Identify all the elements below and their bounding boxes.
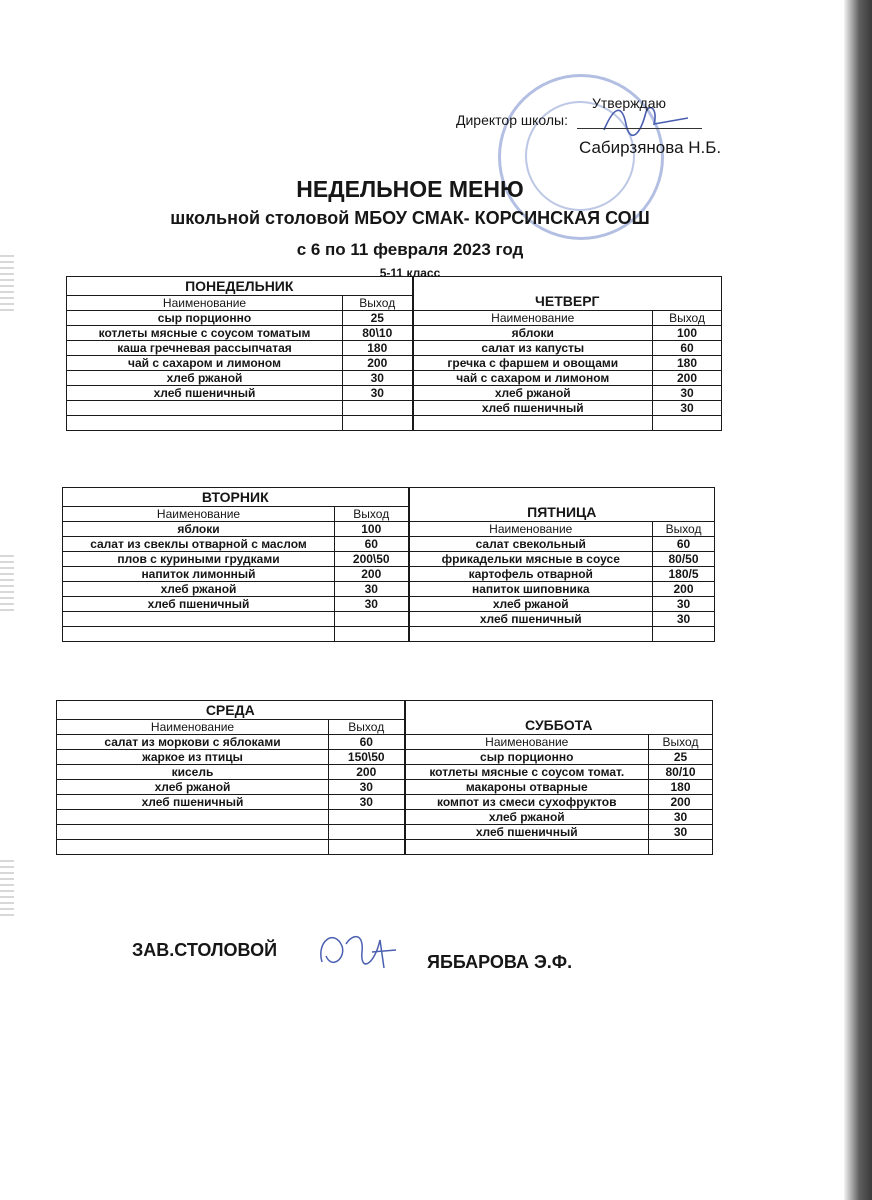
footer-name: ЯББАРОВА Э.Ф. bbox=[427, 952, 573, 972]
empty-cell bbox=[405, 840, 649, 855]
col-name-header: Наименование bbox=[405, 735, 649, 750]
dish-yield: 30 bbox=[649, 825, 713, 840]
col-yield-header: Выход bbox=[343, 296, 413, 311]
dish-name: салат из капусты bbox=[413, 341, 653, 356]
dish-yield: 30 bbox=[343, 371, 413, 386]
dish-name: яблоки bbox=[63, 522, 335, 537]
dish-yield: 30 bbox=[343, 386, 413, 401]
menu-block-wed-sat bbox=[56, 700, 713, 855]
dish-name: котлеты мясные с соусом томатым bbox=[67, 326, 343, 341]
dish-yield: 200 bbox=[653, 582, 715, 597]
col-yield-header: Выход bbox=[649, 735, 713, 750]
dish-name: салат из моркови с яблоками bbox=[57, 735, 329, 750]
dish-name: хлеб ржаной bbox=[409, 597, 653, 612]
signature-line bbox=[577, 128, 702, 129]
empty-cell bbox=[329, 840, 405, 855]
dish-name: хлеб ржаной bbox=[57, 780, 329, 795]
empty-cell bbox=[63, 627, 335, 642]
empty-cell bbox=[653, 416, 722, 431]
dish-name: хлеб пшеничный bbox=[405, 825, 649, 840]
dish-name: сыр порционно bbox=[67, 311, 343, 326]
dish-yield: 80/10 bbox=[649, 765, 713, 780]
day-friday: ПЯТНИЦА bbox=[409, 488, 715, 522]
dish-yield bbox=[335, 612, 409, 627]
dish-name: хлеб ржаной bbox=[413, 386, 653, 401]
dish-name: хлеб ржаной bbox=[67, 371, 343, 386]
scan-edge-shadow bbox=[844, 0, 872, 1200]
dish-yield bbox=[329, 810, 405, 825]
dish-name: напиток лимонный bbox=[63, 567, 335, 582]
dish-name: хлеб пшеничный bbox=[57, 795, 329, 810]
director-name: Сабирзянова Н.Б. bbox=[579, 138, 722, 157]
dish-yield: 200 bbox=[335, 567, 409, 582]
col-name-header: Наименование bbox=[63, 507, 335, 522]
menu-block-tue-fri bbox=[62, 487, 715, 642]
dish-yield: 60 bbox=[329, 735, 405, 750]
footer-position: ЗАВ.СТОЛОВОЙ bbox=[132, 940, 278, 960]
dish-name: хлеб пшеничный bbox=[63, 597, 335, 612]
dish-yield: 25 bbox=[649, 750, 713, 765]
empty-cell bbox=[413, 416, 653, 431]
day-saturday: СУББОТА bbox=[405, 701, 713, 735]
dish-name: жаркое из птицы bbox=[57, 750, 329, 765]
col-yield-header: Выход bbox=[329, 720, 405, 735]
dish-yield: 100 bbox=[653, 326, 722, 341]
dish-yield: 30 bbox=[335, 597, 409, 612]
dish-name: хлеб пшеничный bbox=[67, 386, 343, 401]
empty-cell bbox=[67, 416, 343, 431]
empty-cell bbox=[649, 840, 713, 855]
dish-name: салат свекольный bbox=[409, 537, 653, 552]
day-monday: ПОНЕДЕЛЬНИК bbox=[67, 277, 413, 296]
dish-name: чай с сахаром и лимоном bbox=[67, 356, 343, 371]
dish-yield: 30 bbox=[329, 795, 405, 810]
dish-name: хлеб ржаной bbox=[405, 810, 649, 825]
dish-yield: 30 bbox=[329, 780, 405, 795]
dish-name: чай с сахаром и лимоном bbox=[413, 371, 653, 386]
dish-name: компот из смеси сухофруктов bbox=[405, 795, 649, 810]
dish-name: сыр порционно bbox=[405, 750, 649, 765]
dish-yield bbox=[329, 825, 405, 840]
dish-name: макароны отварные bbox=[405, 780, 649, 795]
dish-yield: 180 bbox=[343, 341, 413, 356]
scan-smudge bbox=[0, 255, 14, 315]
dish-yield: 200 bbox=[343, 356, 413, 371]
col-yield-header: Выход bbox=[653, 522, 715, 537]
approve-label: Утверждаю bbox=[592, 95, 666, 111]
dish-name bbox=[57, 825, 329, 840]
menu-period: с 6 по 11 февраля 2023 год bbox=[296, 240, 524, 259]
scan-smudge bbox=[0, 555, 14, 615]
dish-name: яблоки bbox=[413, 326, 653, 341]
col-name-header: Наименование bbox=[413, 311, 653, 326]
empty-cell bbox=[409, 627, 653, 642]
dish-name: фрикадельки мясные в соусе bbox=[409, 552, 653, 567]
dish-yield: 30 bbox=[653, 597, 715, 612]
dish-yield: 60 bbox=[653, 537, 715, 552]
director-role: Директор школы: bbox=[456, 112, 568, 128]
dish-name: салат из свеклы отварной с маслом bbox=[63, 537, 335, 552]
dish-yield: 200\50 bbox=[335, 552, 409, 567]
day-tuesday: ВТОРНИК bbox=[63, 488, 409, 507]
dish-name: хлеб ржаной bbox=[63, 582, 335, 597]
col-name-header: Наименование bbox=[67, 296, 343, 311]
dish-name: гречка с фаршем и овощами bbox=[413, 356, 653, 371]
empty-cell bbox=[653, 627, 715, 642]
dish-yield: 200 bbox=[329, 765, 405, 780]
col-name-header: Наименование bbox=[57, 720, 329, 735]
scan-smudge bbox=[0, 860, 14, 920]
dish-yield: 80/50 bbox=[653, 552, 715, 567]
dish-name bbox=[67, 401, 343, 416]
dish-yield: 150\50 bbox=[329, 750, 405, 765]
dish-yield: 180 bbox=[653, 356, 722, 371]
chef-signature bbox=[312, 922, 402, 982]
dish-name: картофель отварной bbox=[409, 567, 653, 582]
dish-name bbox=[63, 612, 335, 627]
dish-yield: 80\10 bbox=[343, 326, 413, 341]
col-yield-header: Выход bbox=[653, 311, 722, 326]
menu-block-mon-thu bbox=[66, 276, 722, 431]
dish-yield: 60 bbox=[335, 537, 409, 552]
col-yield-header: Выход bbox=[335, 507, 409, 522]
dish-yield: 180 bbox=[649, 780, 713, 795]
dish-yield bbox=[343, 401, 413, 416]
dish-yield: 25 bbox=[343, 311, 413, 326]
dish-yield: 60 bbox=[653, 341, 722, 356]
dish-yield: 30 bbox=[653, 401, 722, 416]
grade-range: 5-11 класс bbox=[379, 266, 441, 280]
dish-yield: 200 bbox=[649, 795, 713, 810]
dish-yield: 30 bbox=[335, 582, 409, 597]
dish-name: кисель bbox=[57, 765, 329, 780]
day-wednesday: СРЕДА bbox=[57, 701, 405, 720]
dish-yield: 180/5 bbox=[653, 567, 715, 582]
day-thursday: ЧЕТВЕРГ bbox=[413, 277, 722, 311]
page-subtitle: школьной столовой МБОУ СМАК- КОРСИНСКАЯ СОШ bbox=[170, 208, 650, 228]
dish-name: плов с куриными грудками bbox=[63, 552, 335, 567]
empty-cell bbox=[57, 840, 329, 855]
dish-yield: 200 bbox=[653, 371, 722, 386]
dish-yield: 30 bbox=[649, 810, 713, 825]
col-name-header: Наименование bbox=[409, 522, 653, 537]
dish-yield: 100 bbox=[335, 522, 409, 537]
dish-name: каша гречневая рассыпчатая bbox=[67, 341, 343, 356]
dish-name: котлеты мясные с соусом томат. bbox=[405, 765, 649, 780]
empty-cell bbox=[335, 627, 409, 642]
dish-yield: 30 bbox=[653, 386, 722, 401]
dish-name: напиток шиповника bbox=[409, 582, 653, 597]
dish-name bbox=[57, 810, 329, 825]
dish-name: хлеб пшеничный bbox=[413, 401, 653, 416]
empty-cell bbox=[343, 416, 413, 431]
page-title: НЕДЕЛЬНОЕ МЕНЮ bbox=[296, 176, 524, 202]
dish-yield: 30 bbox=[653, 612, 715, 627]
dish-name: хлеб пшеничный bbox=[409, 612, 653, 627]
